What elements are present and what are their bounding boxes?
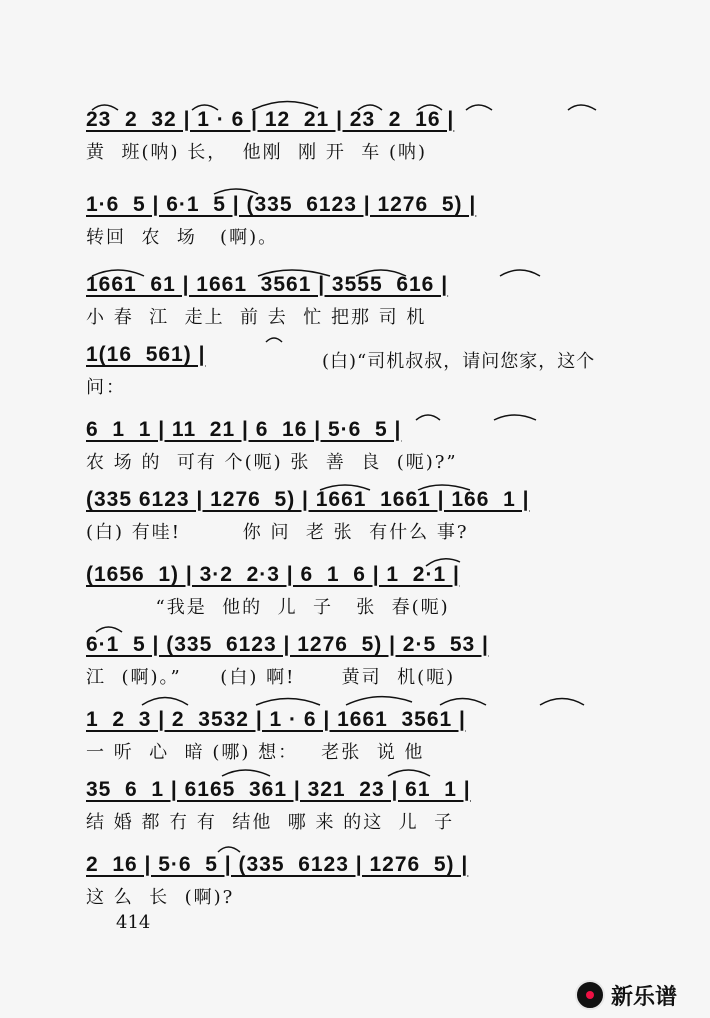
jianpu-notes: 6 1 1 | 11 21 | 6 16 | 5·6 5 | (86, 418, 402, 441)
lyrics-line: 这 么 长 (啊)? (86, 887, 235, 908)
tie-arrow (252, 101, 318, 110)
slur (358, 105, 382, 110)
slur (540, 699, 584, 706)
lyrics-line: 江 (啊)。” (白) 啊! 黄司 机(呃) (86, 667, 456, 688)
site-watermark (575, 978, 705, 1014)
lyrics-line: 结 婚 都 冇 有 结他 哪 来 的这 儿 子 (86, 812, 455, 833)
slur (258, 270, 330, 276)
lyrics-line: 黄 班(呐) 长， 他刚 刚 开 车 (呐) (86, 142, 428, 163)
slur (218, 847, 240, 852)
jianpu-notes: (1656 1) | 3·2 2·3 | 6 1 6 | 1 2·1 | (86, 563, 460, 586)
lyrics-line: “我是 他的 儿 子 张 春(呃) (86, 597, 450, 618)
slur (418, 105, 442, 110)
slur (416, 415, 440, 420)
slur (418, 485, 470, 490)
jianpu-notes: 6·1 5 | (335 6123 | 1276 5) | 2·5 53 | (86, 633, 489, 656)
lyrics-line: 农 场 的 可有 个(呃) 张 善 良 (呃)?” (86, 452, 458, 473)
music-disc-icon (575, 980, 605, 1010)
spoken-dialogue: (白)“司机叔叔，请问您家，这个 (322, 351, 596, 372)
lyrics-line: 问： (86, 377, 126, 398)
slur (256, 699, 320, 706)
jianpu-notes: 1·6 5 | 6·1 5 | (335 6123 | 1276 5) | (86, 193, 477, 216)
page-number: 414 (116, 912, 151, 933)
tie-arrow (346, 697, 412, 705)
slur (500, 270, 540, 276)
slur (388, 770, 430, 776)
slur (142, 698, 188, 706)
slur (222, 770, 270, 776)
tie-arrow (426, 559, 460, 566)
slur (466, 105, 492, 110)
lyrics-line: 一 听 心 暗 (哪) 想： 老张 说 他 (86, 742, 425, 763)
lyrics-line: (白) 有哇! 你 问 老 张 有什么 事? (86, 522, 469, 543)
jianpu-notes: (335 6123 | 1276 5) | 1661 1661 | 166 1 | (86, 488, 530, 511)
jianpu-notes: 1(16 561) | (86, 343, 206, 366)
jianpu-notes: 35 6 1 | 6165 361 | 321 23 | 61 1 | (86, 778, 471, 801)
slur (92, 105, 118, 110)
jianpu-notes: 1 2 3 | 2 3532 | 1 · 6 | 1661 3561 | (86, 708, 466, 731)
lyrics-line: 小 春 江 走上 前 去 忙 把那 司 机 (86, 307, 427, 328)
lyrics-line: 转回 农 场 (啊)。 (86, 227, 279, 248)
jianpu-notes: 1661 61 | 1661 3561 | 3555 616 | (86, 273, 449, 296)
slur (440, 699, 486, 706)
slur (320, 485, 370, 490)
jianpu-notes: 2 16 | 5·6 5 | (335 6123 | 1276 5) | (86, 853, 469, 876)
slur (192, 105, 218, 110)
slur (92, 270, 144, 276)
slur (356, 270, 406, 276)
slur (568, 105, 596, 110)
slur (96, 627, 122, 632)
slur (494, 415, 536, 420)
fermata (266, 338, 282, 342)
watermark-text: 新乐谱 (611, 985, 678, 1010)
jianpu-notes: 23 2 32 | 1 · 6 | 12 21 | 23 2 16 | (86, 108, 455, 131)
slur (214, 189, 258, 194)
